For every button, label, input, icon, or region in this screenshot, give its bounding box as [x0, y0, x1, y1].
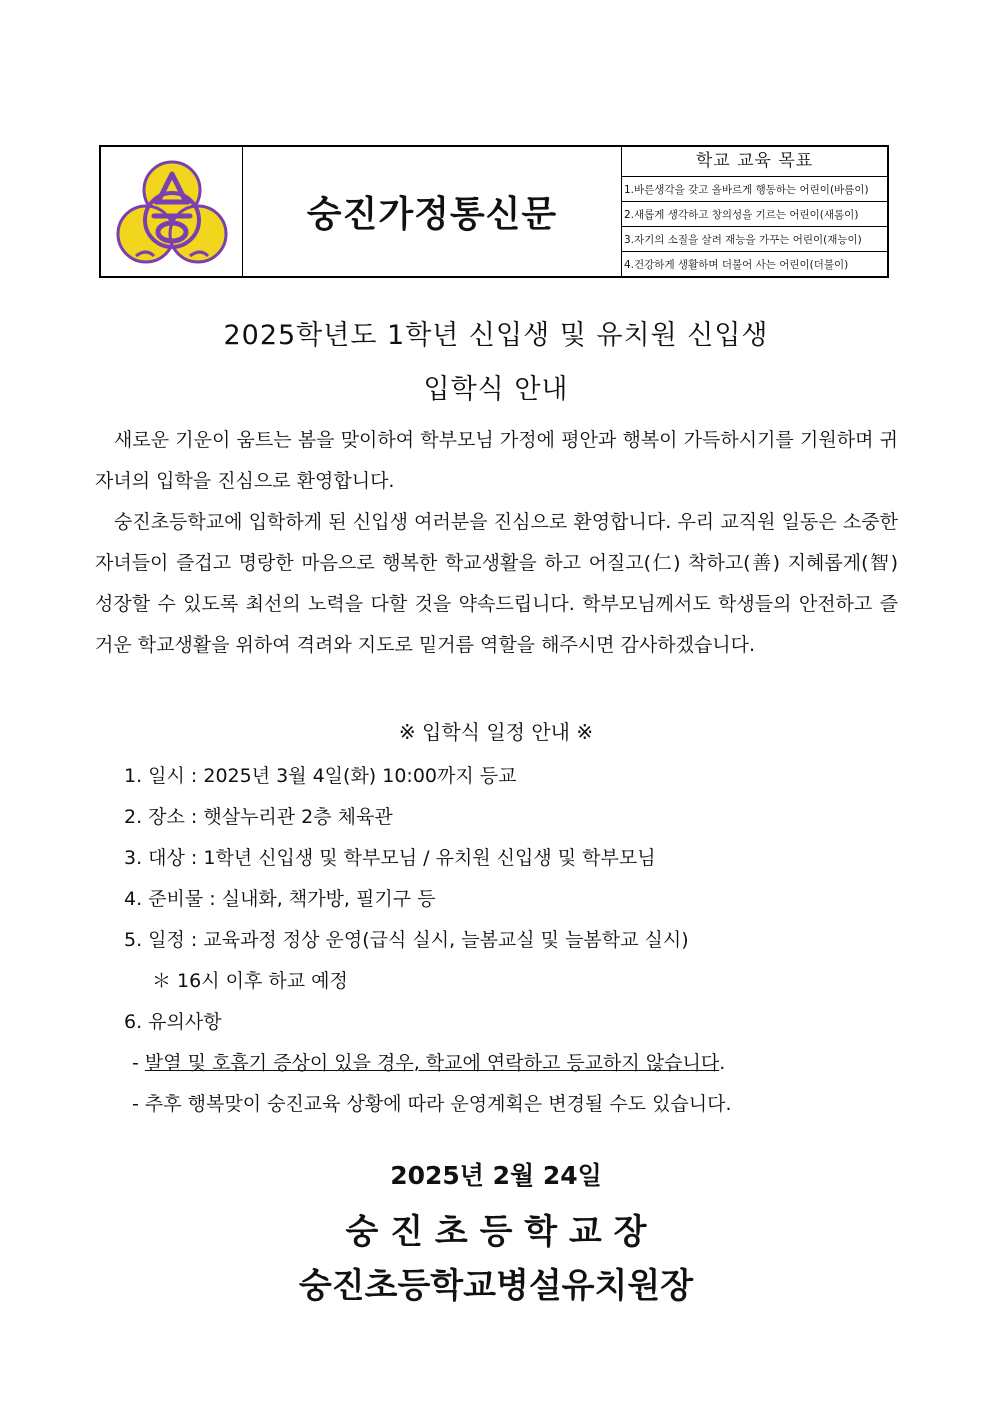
- goal-item: 4.건강하게 생활하며 더불어 사는 어린이(더불이): [624, 258, 849, 271]
- goal-item: 3.자기의 소질을 살려 재능을 가꾸는 어린이(재능이): [622, 227, 887, 252]
- intro-paragraph: 새로운 기운이 움트는 봄을 맞이하여 학부모님 가정에 평안과 행복이 가득하시기를 기원하며 귀 자녀의 입학을 진심으로 환영합니다.: [95, 429, 898, 492]
- schedule-supplies: 4. 준비물 : 실내화, 책가방, 필기구 등: [124, 888, 436, 910]
- goal-item: 2.새롭게 생각하고 창의성을 기르는 어린이(새롬이): [622, 202, 887, 227]
- document-title-line1: 2025학년도 1학년 신입생 및 유치원 신입생: [223, 320, 769, 351]
- schedule-notes-heading: 6. 유의사항: [124, 1011, 222, 1033]
- note-period: .: [719, 1052, 726, 1074]
- issue-date: 2025년 2월 24일: [390, 1161, 602, 1190]
- schedule-program: 5. 일정 : 교육과정 정상 운영(급식 실시, 늘봄교실 및 늘봄학교 실시): [124, 929, 689, 951]
- newsletter-header: [99, 145, 889, 278]
- goal-item: 1.바른생각을 갖고 올바르게 행동하는 어린이(바름이): [622, 177, 887, 202]
- newsletter-title: 숭진가정통신문: [243, 147, 622, 276]
- schedule-heading: ※ 입학식 일정 안내 ※: [398, 720, 594, 744]
- note-fever: [132, 1048, 725, 1075]
- education-goals: [622, 147, 887, 276]
- document-title-line2: 입학식 안내: [423, 374, 569, 405]
- note-dash: -: [132, 1052, 145, 1074]
- welcome-paragraph: 숭진초등학교에 입학하게 된 신입생 여러분을 진심으로 환영합니다. 우리 교직원 일동은 소중한 자녀들이 즐겁고 명랑한 마음으로 행복한 학교생활을 하고 어질고(仁) 착하고(善) 지혜롭게(智) 성장할 수 있도록 최선의 노력을 다할 것을 약속드립니다. 학부모님께서도 학생들의 안전하고 즐거운 학교생활을 위하여 격려와 지도로 밑거름 역할을 해주시면 감사하겠습니다.: [95, 511, 898, 656]
- kindergarten-signature: 숭진초등학교병설유치원장: [298, 1266, 694, 1306]
- note-fever-text: 발열 및 호흡기 증상이 있을 경우, 학교에 연락하고 등교하지 않습니다: [144, 1052, 720, 1074]
- schedule-dismissal: ＊ 16시 이후 하교 예정: [152, 970, 348, 992]
- schedule-target: 3. 대상 : 1학년 신입생 및 학부모님 / 유치원 신입생 및 학부모님: [124, 847, 656, 869]
- school-logo-icon: [116, 156, 228, 268]
- goals-title: 학교 교육 목표: [622, 147, 887, 177]
- schedule-place: 2. 장소 : 햇살누리관 2층 체육관: [124, 806, 393, 828]
- note-change: - 추후 행복맞이 숭진교육 상황에 따라 운영계획은 변경될 수도 있습니다.: [132, 1093, 732, 1115]
- schedule-date: 1. 일시 : 2025년 3월 4일(화) 10:00까지 등교: [124, 765, 517, 787]
- principal-signature: 숭 진 초 등 학 교 장: [345, 1212, 647, 1252]
- logo-cell: [101, 147, 243, 276]
